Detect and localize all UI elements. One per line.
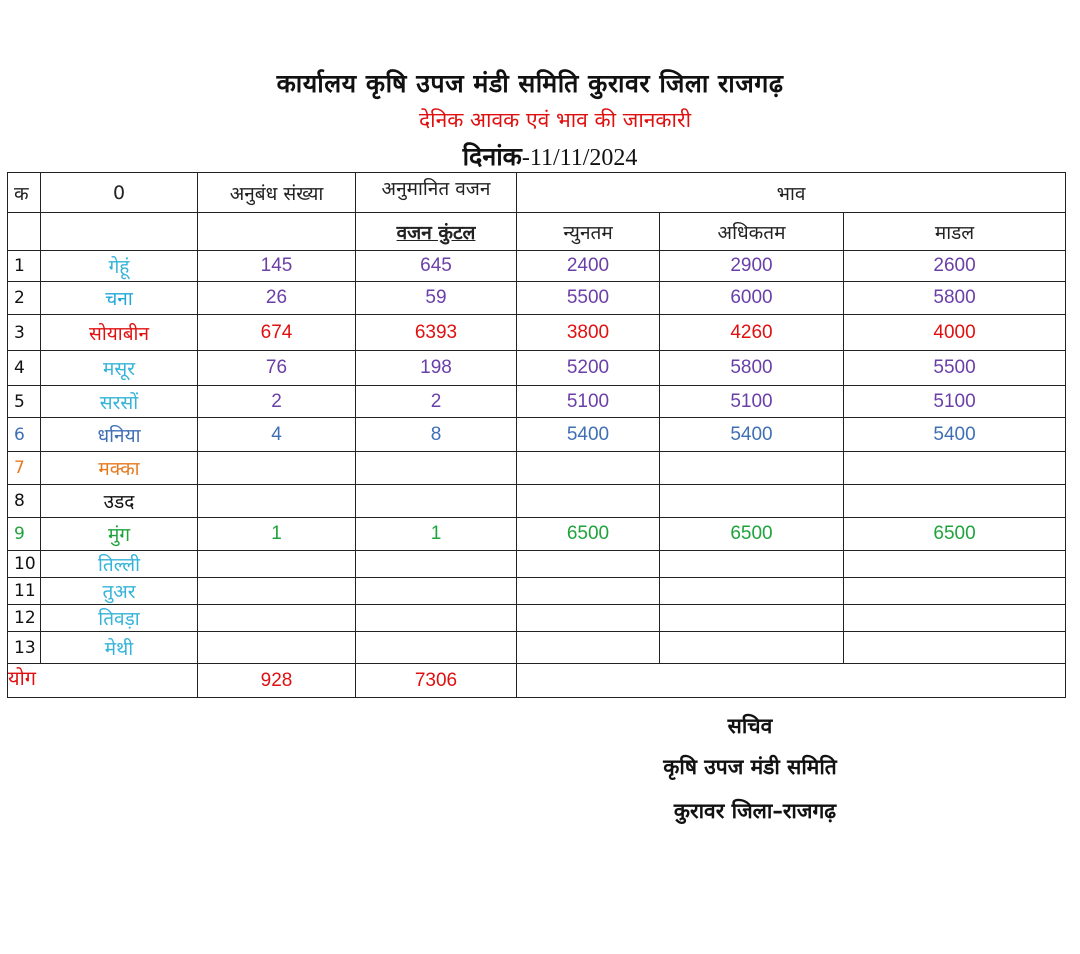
crop-cell: मसूर [41,351,198,386]
model-price-cell: 5500 [844,351,1066,386]
date-value: -11/11/2024 [521,145,638,171]
max-price-cell: 6000 [660,282,844,315]
table-row [8,485,1066,518]
weight-cell [356,632,517,664]
header-row-1 [8,173,1066,213]
contracts-cell: 76 [198,351,356,386]
weight-unit-header: वजन कुंटल [356,213,517,251]
weight-cell: 198 [356,351,517,386]
table-row [8,351,1066,386]
table-row [8,452,1066,485]
crop-cell: धनिया [41,418,198,452]
contracts-cell [198,632,356,664]
serial-cell: 10 [8,551,41,578]
serial-cell: 4 [8,351,41,386]
max-price-cell: 5100 [660,386,844,418]
min-price-cell: 5400 [517,418,660,452]
model-price-cell: 5400 [844,418,1066,452]
total-weight: 7306 [356,664,517,698]
serial-cell: 7 [8,452,41,485]
min-price-cell [517,605,660,632]
contracts-cell [198,605,356,632]
min-price-cell: 5100 [517,386,660,418]
max-price-cell [660,578,844,605]
report-date [0,139,1080,173]
min-price-cell: 2400 [517,251,660,282]
crop-cell: सरसों [41,386,198,418]
min-price-cell [517,632,660,664]
model-price-header: माडल [844,213,1066,251]
table-row [8,551,1066,578]
crop-cell: मेथी [41,632,198,664]
max-price-cell: 5800 [660,351,844,386]
est-weight-header: अनुमानित वजन [356,173,517,213]
weight-cell: 645 [356,251,517,282]
weight-cell: 2 [356,386,517,418]
empty-cell [41,213,198,251]
signatory-title: सचिव [727,714,773,738]
total-label: योग [8,664,198,698]
min-price-cell: 5500 [517,282,660,315]
model-price-cell [844,452,1066,485]
weight-cell [356,452,517,485]
weight-cell [356,605,517,632]
contracts-cell: 1 [198,518,356,551]
weight-cell [356,485,517,518]
serial-cell: 1 [8,251,41,282]
min-price-cell [517,452,660,485]
empty-cell [198,213,356,251]
max-price-cell [660,632,844,664]
arrival-price-table [7,172,1066,698]
total-row [8,664,1066,698]
office-title: कार्यालय कृषि उपज मंडी समिति कुरावर जिला राजगढ़ [276,69,784,98]
min-price-cell: 6500 [517,518,660,551]
table-row [8,578,1066,605]
max-price-cell: 5400 [660,418,844,452]
date-label: दिनांक [462,142,522,171]
price-header: भाव [517,173,1066,213]
weight-cell: 6393 [356,315,517,351]
contracts-cell [198,578,356,605]
signatory-location: कुरावर जिला–राजगढ़ [673,799,837,823]
model-price-cell: 2600 [844,251,1066,282]
table-row [8,632,1066,664]
max-price-cell [660,605,844,632]
serial-cell: 12 [8,605,41,632]
crop-cell: तिवड़ा [41,605,198,632]
crop-cell: मक्का [41,452,198,485]
table-row [8,418,1066,452]
serial-cell: 11 [8,578,41,605]
contracts-cell: 145 [198,251,356,282]
crop-cell: मुंग [41,518,198,551]
max-price-cell [660,485,844,518]
crop-cell: तुअर [41,578,198,605]
min-price-cell: 3800 [517,315,660,351]
header-row-2 [8,213,1066,251]
empty-cell [8,213,41,251]
serial-cell: 6 [8,418,41,452]
contracts-cell: 26 [198,282,356,315]
model-price-cell: 5800 [844,282,1066,315]
contracts-cell: 4 [198,418,356,452]
weight-cell [356,578,517,605]
contracts-header: अनुबंध संख्या [198,173,356,213]
max-price-cell: 4260 [660,315,844,351]
min-price-cell [517,578,660,605]
max-price-header: अधिकतम [660,213,844,251]
model-price-cell [844,632,1066,664]
table-row [8,251,1066,282]
weight-cell: 8 [356,418,517,452]
total-contracts: 928 [198,664,356,698]
min-price-cell [517,485,660,518]
max-price-cell [660,551,844,578]
crop-cell: उडद [41,485,198,518]
model-price-cell [844,605,1066,632]
crop-cell: सोयाबीन [41,315,198,351]
serial-cell: 3 [8,315,41,351]
serial-cell: 2 [8,282,41,315]
max-price-cell [660,452,844,485]
serial-header: क [8,173,41,213]
table-row [8,315,1066,351]
crop-cell: चना [41,282,198,315]
max-price-cell: 2900 [660,251,844,282]
signatory-office: कृषि उपज मंडी समिति [663,755,837,779]
weight-cell: 1 [356,518,517,551]
min-price-header: न्युनतम [517,213,660,251]
serial-cell: 8 [8,485,41,518]
crop-header: 0 [41,173,198,213]
table-row [8,282,1066,315]
contracts-cell: 674 [198,315,356,351]
contracts-cell: 2 [198,386,356,418]
model-price-cell [844,578,1066,605]
serial-cell: 5 [8,386,41,418]
min-price-cell [517,551,660,578]
table-row [8,386,1066,418]
serial-cell: 13 [8,632,41,664]
model-price-cell [844,551,1066,578]
contracts-cell [198,551,356,578]
model-price-cell [844,485,1066,518]
model-price-cell: 6500 [844,518,1066,551]
crop-cell: तिल्ली [41,551,198,578]
min-price-cell: 5200 [517,351,660,386]
contracts-cell [198,452,356,485]
serial-cell: 9 [8,518,41,551]
model-price-cell: 4000 [844,315,1066,351]
empty-cell [517,664,1066,698]
weight-cell: 59 [356,282,517,315]
contracts-cell [198,485,356,518]
model-price-cell: 5100 [844,386,1066,418]
table-row [8,605,1066,632]
crop-cell: गेहूं [41,251,198,282]
report-subtitle: देनिक आवक एवं भाव की जानकारी [418,108,692,132]
weight-cell [356,551,517,578]
max-price-cell: 6500 [660,518,844,551]
table-row [8,518,1066,551]
